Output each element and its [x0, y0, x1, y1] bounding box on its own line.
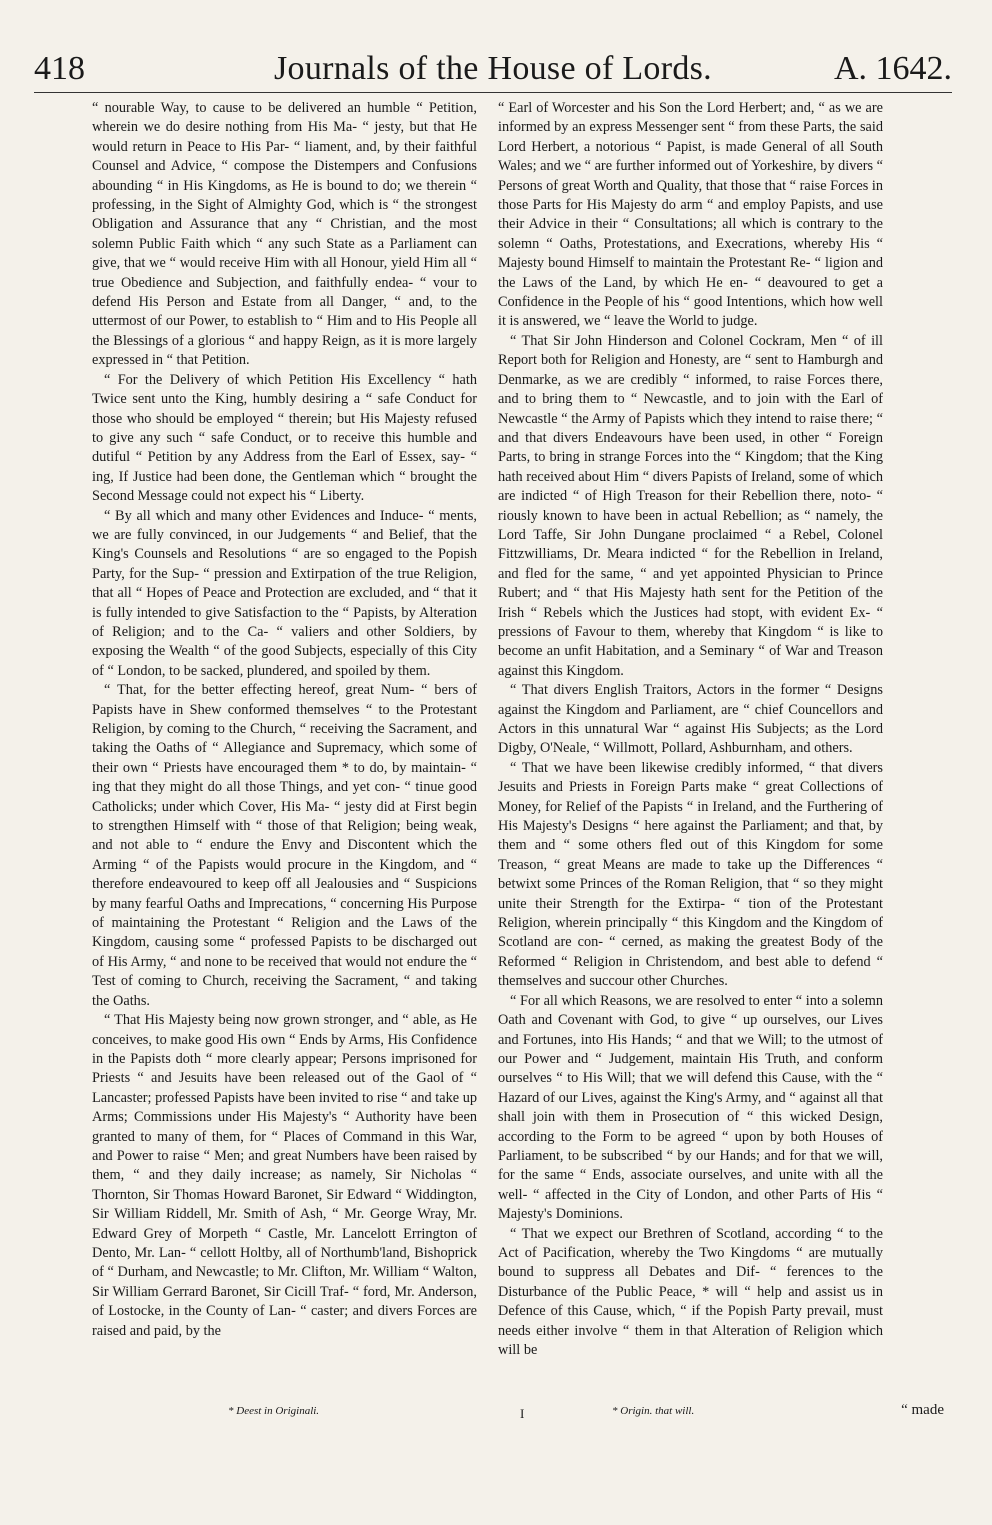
running-header [34, 44, 952, 94]
footnote-right: * Origin. that will. [612, 1405, 695, 1417]
year-label: A. 1642. [833, 50, 952, 87]
header-rule [34, 92, 952, 93]
paragraph: “ That His Majesty being now grown stronger, and “ able, as He conceives, to make good His own “ Ends by Arms, His Confidence in the Papists doth “ more clearly appear; Persons imprisoned for Priests “ and Jesuits have been released out of the Gaol of “ Lancaster; professed Papists have been invited to rise “ and take up Arms; Commissions under His Majesty's “ Authority have been granted to many of them, for “ Places of Command in this War, and Power to raise “ Men; and great Numbers have been raised by them, “ and they daily increase; as namely, Sir Nicholas “ Thornton, Sir Thomas Howard Baronet, Sir Edward “ Widdington, Sir William Riddell, Mr. Smith of Ash, “ Mr. George Wray, Mr. Edward Grey of Morpeth “ Castle, Mr. Lancelott Errington of Dento, Mr. Lan- “ cellott Holtby, all of Northumb'land, Bishoprick of “ Durham, and Newcastle; to Mr. Clifton, Mr. William “ Walton, Sir William Gerrard Baronet, Sir Cicill Traf- “ ford, Mr. Anderson, of Lostocke, in the County of Lan- “ caster; and divers Forces are raised and paid, by the [92, 1012, 477, 1339]
footnote-left: * Deest in Originali. [228, 1405, 320, 1417]
paragraph: “ That Sir John Hinderson and Colonel Cockram, Men “ of ill Report both for Religion and Honesty, are “ sent to Hamburgh and Denmarke, as we are credibly “ informed, to raise Forces there, and to bring them to “ Newcastle, and to join with the Earl of Newcastle “ the Army of Papists which they intend to raise there; “ and that divers Endeavours have been used, in other “ Foreign Parts, to bring in strange Forces into the “ Kingdom; that the King hath received about Him “ divers Papists of Ireland, some of which are indicted “ of High Treason for their Rebellion there, noto- “ riously known to have been in actual Rebellion; as “ namely, the Lord Taffe, Sir John Dungane proclaimed “ a Rebel, Colonel Fittzwilliams, Dr. Meara indicted “ for the Rebellion in Ireland, and fled for the same, “ and yet appointed Physician to Prince Rubert; and “ that His Majesty hath sent for the Petition of the Irish “ Rebels which the Justices had stopt, with evident Ex- “ pressions of Favour to them, whereby that Kingdom “ is like to become an unfit Habitation, and a Seminary “ of War and Treason against this Kingdom. [498, 332, 883, 679]
page-title: Journals of the House of Lords. [273, 50, 712, 87]
left-column [92, 99, 477, 1399]
signature-mark: I [520, 1406, 525, 1421]
paragraph: “ By all which and many other Evidences and Induce- “ ments, we are fully convinced, in our Judgements “ and Belief, that the King's Counsels and Resolutions “ are so engaged to the Popish Party, for the Sup- “ pression and Extirpation of the true Religion, that all “ Hopes of Peace and Protection are excluded, and “ that it is fully intended to give Satisfaction to the “ Papists, by Alteration of Religion; and to the Ca- “ valiers and other Soldiers, by exposing the Wealth “ of the good Subjects, especially of this City of “ London, to be sacked, plundered, and spoiled by them. [92, 507, 477, 679]
paragraph: “ That we have been likewise credibly informed, “ that divers Jesuits and Priests in Foreign Parts make “ great Collections of Money, for Relief of the Papists “ in Ireland, and the Furthering of His Majesty's Designs “ here against the Parliament; and that, by them and “ some others fled out of this Kingdom for some Treason, “ great Means are made to take up the Differences “ betwixt some Princes of the Roman Religion, that “ so they might unite their Strength for the Extirpa- “ tion of the Protestant Religion, wherein principally “ this Kingdom and the Kingdom of Scotland are con- “ cerned, as making the greatest Body of the Reformed “ Religion in Christendom, and best able to defend “ themselves and succour other Churches. [498, 759, 883, 990]
paragraph: “ That divers English Traitors, Actors in the former “ Designs against the Kingdom and Parliament, are “ chief Councellors and Actors in this unnatural War “ against His Subjects; as the Lord Digby, O'Neale, “ Willmott, Pollard, Ashburnham, and others. [498, 682, 883, 757]
page-number: 418 [34, 50, 85, 87]
paragraph: “ Earl of Worcester and his Son the Lord Herbert; and, “ as we are informed by an express Messenger sent “ from these Parts, the said Lord Herbert, a notorious “ Papist, is made General of all South Wales; and we “ are further informed out of Yorkeshire, by divers “ Persons of great Worth and Quality, that those that “ raise Forces in those Parts for His Majesty do arm “ and employ Papists, and use their Advice in their “ Consultations; all which is contrary to the solemn “ Oaths, Protestations, and Execrations, whereby His “ Majesty bound Himself to maintain the Protestant Re- “ ligion and the Laws of the Land, by which He en- “ deavoured to get a Confidence in the People of his “ good Intentions, which how well it is answered, we “ leave the World to judge. [498, 100, 883, 330]
catchword: “ made [901, 1402, 944, 1418]
paragraph: “ That, for the better effecting hereof, great Num- “ bers of Papists have in Shew conformed themselves “ to the Protestant Religion, by coming to the Church, “ receiving the Sacrament, and taking the Oaths of “ Allegiance and Supremacy, which some of their own “ Priests have encouraged them * to do, by maintain- “ ing that they might do all those Things, and yet con- “ tinue good Catholicks; under which Cover, His Ma- “ jesty did at First begin to strengthen Himself with “ those of that Religion; being weak, and not able to “ endure the Envy and Discontent which the Arming “ of the Papists would procure in the Kingdom, and “ therefore endeavoured to keep off all Jealousies and “ Suspicions by many fearful Oaths and Imprecations, “ concerning His Purpose of maintaining the Protestant “ Religion and the Laws of the Kingdom, causing some “ professed Papists to be discharged out of His Army, “ and none to be received that would not endure the “ Test of coming to Church, receiving the Sacrament, “ and taking the Oaths. [92, 682, 477, 1009]
paragraph: “ For the Delivery of which Petition His Excellency “ hath Twice sent unto the King, humbly desiring a “ safe Conduct for those who should be employed “ therein; but His Majesty refused to give any such “ safe Conduct, or to receive this humble and dutiful “ Petition by any Address from the Earl of Essex, say- “ ing, If Justice had been done, the Gentleman which “ brought the Second Message could not expect his “ Liberty. [92, 371, 477, 505]
paragraph: “ That we expect our Brethren of Scotland, according “ to the Act of Pacification, whereby the Two Kingdoms “ are mutually bound to suppress all Debates and Dif- “ ferences to the Disturbance of the Public Peace, * will “ help and assist us in Defence of this Cause, which, “ if the Popish Party prevail, must needs either involve “ them in that Alteration of Religion which will be [498, 1225, 883, 1358]
paragraph: “ nourable Way, to cause to be delivered an humble “ Petition, wherein we do desire nothing from His Ma- “ jesty, but that He would return in Peace to His Par- “ liament, and, by their faithful Counsel and Advice, “ compose the Distempers and Confusions abounding “ in His Kingdoms, as He is bound to do; we therein “ professing, in the Sight of Almighty God, which is “ the strongest Obligation and Assurance that any “ Christian, and the most solemn Public Faith which “ any such State as a Parliament can give, that we “ would receive Him with all Honour, yield Him all “ true Obedience and Subjection, and faithfully endea- “ vour to defend His Person and Estate from all Danger, “ and, to the uttermost of our Power, to establish to “ Him and to His People all the Blessings of a glorious “ and happy Reign, as it is more largely expressed in “ that Petition. [92, 100, 477, 369]
paragraph: “ For all which Reasons, we are resolved to enter “ into a solemn Oath and Covenant with God, to give “ up ourselves, our Lives and Fortunes, into His Hands; “ and that we Will; to the utmost of our Power and “ Judgement, maintain His Truth, and conform ourselves “ to His Will; that we will defend this Cause, with the “ Hazard of our Lives, against the King's Army, and “ against all that shall join with them in Prosecution of “ this wicked Design, according to the Form to be agreed “ upon by both Houses of Parliament, to be subscribed “ by our Hands; and for that we will, for the same “ Ends, associate ourselves, and unite with all the well- “ affected in the City of London, and other Parts of His “ Majesty's Dominions. [498, 992, 883, 1223]
right-column [498, 99, 883, 1399]
